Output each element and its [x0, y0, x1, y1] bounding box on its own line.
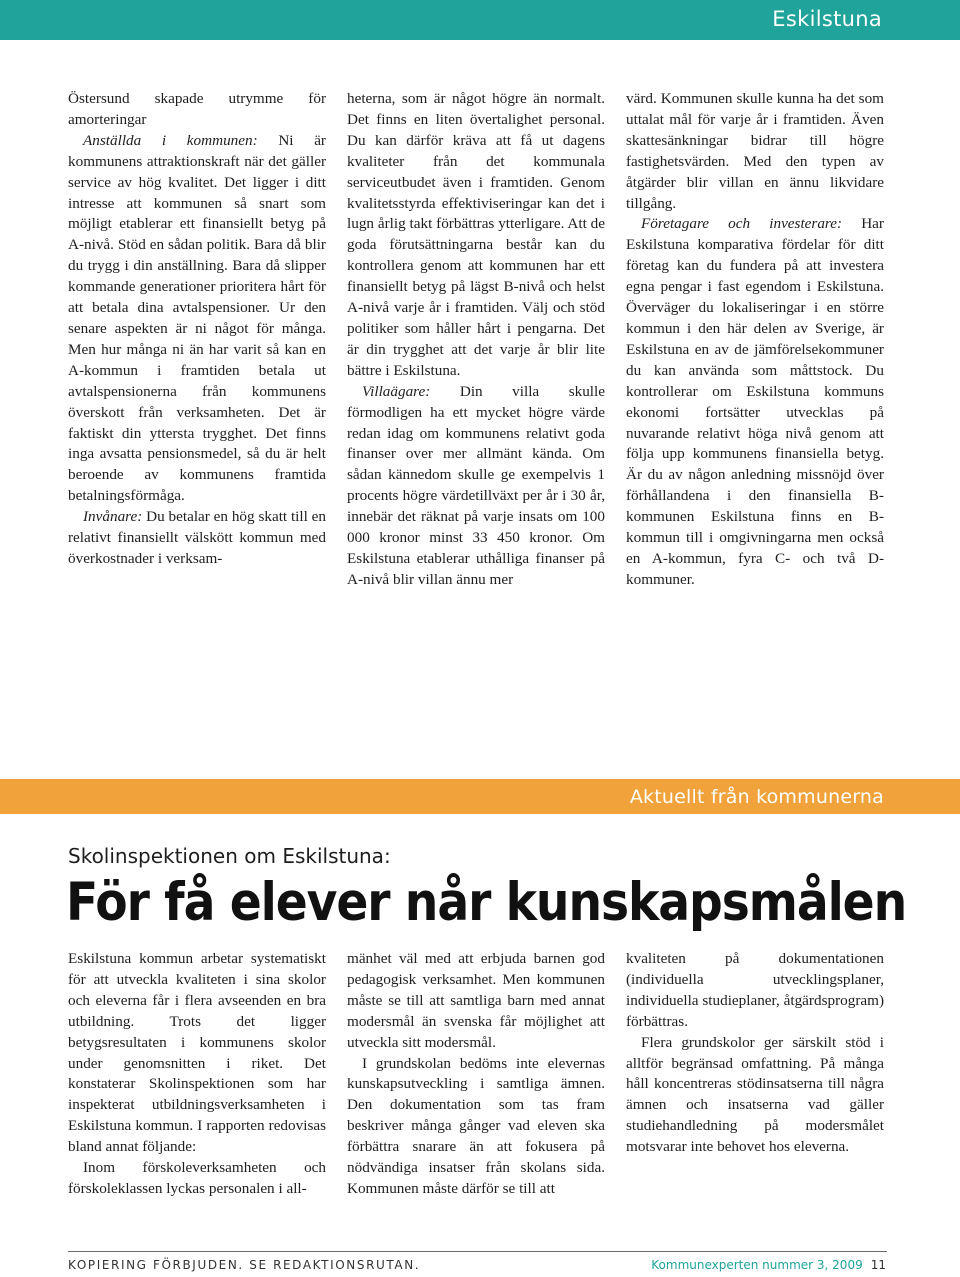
- upper-article-column-1: [68, 89, 326, 570]
- section-header-band: [0, 0, 960, 40]
- paragraph: Invånare: Du betalar en hög skatt till en relativt finansiellt välskött kommun med överkostnader i verksam-: [68, 508, 326, 567]
- upper-article-column-2: [347, 89, 605, 591]
- paragraph: Eskilstuna kommun arbetar systematiskt för att utveckla kvaliteten i sina skolor och eleverna får i flera avseenden en bra utbildning. Trots det ligger betygsresultaten i kommunens skolor under genomsnitten i riket. Det konstaterar Skolinspektionen som har inspekterat utbildningsverksamheten i Eskilstuna kommun. I rapporten redovisas bland annat följande:: [68, 950, 326, 1156]
- paragraph: värd. Kommunen skulle kunna ha det som uttalat mål för varje år i framtiden. Även skattesänkningar bidrar till högre fastighetsvärden. Med den typen av åtgärder blir villan en ännu likvidare tillgång.: [626, 90, 884, 212]
- upper-article-column-3: [626, 89, 884, 591]
- lower-article-column-1: [68, 949, 326, 1200]
- section-title: Eskilstuna: [772, 7, 882, 31]
- news-section-band: [0, 779, 960, 814]
- publication-name: Kommunexperten nummer 3, 2009: [651, 1258, 863, 1272]
- paragraph: mänhet väl med att erbjuda barnen god pedagogisk verksamhet. Men kommunen måste se till att samtliga barn med annat modersmål än svenska får möjlighet att utveckla sitt modersmål.: [347, 950, 605, 1051]
- article-subhead: Skolinspektionen om Eskilstuna:: [68, 844, 391, 868]
- news-section-label: Aktuellt från kommunerna: [629, 786, 884, 808]
- paragraph: Anställda i kommunen: Ni är kommunens attraktionskraft när det gäller service av hög kvalitet. Det ligger i ditt intresse att kommunen så snart som möjligt etablerar ett finansiellt betyg på A-nivå. Stöd en sådan politik. Bara då blir du trygg i din anställning. Bara då slipper kommande generationer prioritera hårt för att betala dina avtalspensioner. Ur den senare aspekten är ni något för många. Men hur många ni än har varit så kan en A-kommun i framtiden betala ut avtalspensionerna från kommunens överskott från verksamheten. Det är faktiskt din yttersta trygghet. Det finns inga avsatta pensionsmedel, så du är helt beroende av kommunens framtida betalningsförmåga.: [68, 131, 326, 505]
- lower-article-column-3: [626, 949, 884, 1158]
- paragraph: Flera grundskolor ger särskilt stöd i alltför begränsad omfattning. På många håll koncentreras stödinsatserna till några ämnen och insatserna vad gäller studiehandledning på modersmålet motsvarar inte behovet hos eleverna.: [626, 1033, 884, 1156]
- article-headline: För få elever når kunskapsmålen: [66, 872, 907, 933]
- footer-divider: [68, 1251, 887, 1252]
- paragraph-lead: Anställda i kommunen:: [83, 131, 258, 149]
- paragraph-lead: Företagare och investerare:: [641, 215, 843, 233]
- page-number: 11: [870, 1258, 886, 1272]
- paragraph-lead: Villaägare:: [362, 382, 431, 400]
- paragraph: heterna, som är något högre än normalt. Det finns en liten övertalighet personal. Du kan därför kräva att få ut dagens kvaliteter från det kommunala serviceutbudet även i framtiden. Genom kvalitetsstyrda effektiviseringar kan det i lugn årlig takt förbättras ytterligare. Att de goda förutsättningarna består kan du kontrollera genom att kommunen har ett finansiellt betyg på lägst B-nivå och helst A-nivå varje år i framtiden. Välj och stöd politiker som håller hårt i pengarna. Det är din trygghet att det varje år blir lite bättre i Eskilstuna.: [347, 90, 605, 379]
- paragraph: Inom förskoleverksamheten och förskoleklassen lyckas personalen i all-: [68, 1159, 326, 1197]
- paragraph: Östersund skapade utrymme för amorteringar: [68, 90, 326, 128]
- paragraph: Företagare och investerare: Har Eskilstuna komparativa fördelar för ditt företag kan du fundera på att investera egna pengar i fast egendom i Eskilstuna. Överväger du lokaliseringar i en större kommun i den här delen av Sverige, är Eskilstuna en av de jämförelsekommuner du kan använda som måttstock. Du kontrollerar om Eskilstuna kommuns ekonomi fortsätter utvecklas på nuvarande relativt höga nivå genom att följa upp kommunens finansiella betyg. Är du av någon anledning missnöjd över förhållandena i den finansiella B-kommunen Eskilstuna finns en B-kommun till i omgivningarna men också en A-kommun, fyra C- och två D-kommuner.: [626, 215, 884, 588]
- lower-article-column-2: [347, 949, 605, 1200]
- paragraph: kvaliteten på dokumentationen (individuella utvecklingsplaner, individuella studieplaner, åtgärdsprogram) förbättras.: [626, 950, 884, 1030]
- paragraph-lead: Invånare:: [83, 508, 143, 526]
- paragraph: I grundskolan bedöms inte elevernas kunskapsutveckling i samtliga ämnen. Den dokumentation som tas fram beskriver många gånger vad eleven ska förbättra snarare än att fokusera på nödvändiga insatser från skolans sida. Kommunen måste därför se till att: [347, 1054, 605, 1197]
- copyright-notice: KOPIERING FÖRBJUDEN. SE REDAKTIONSRUTAN.: [68, 1258, 421, 1272]
- footer-publication-info: [651, 1258, 886, 1272]
- paragraph: Villaägare: Din villa skulle förmodligen ha ett mycket högre värde redan idag om kommunens relativt goda finanser over mer allmänt kända. Om sådan kännedom skulle ge exempelvis 1 procents högre värdetillväxt per år i 30 år, innebär det räknat på varje insats om 100 000 kronor minst 33 450 kronor. Om Eskilstuna etablerar uthålliga finanser på A-nivå blir villan ännu mer: [347, 382, 605, 588]
